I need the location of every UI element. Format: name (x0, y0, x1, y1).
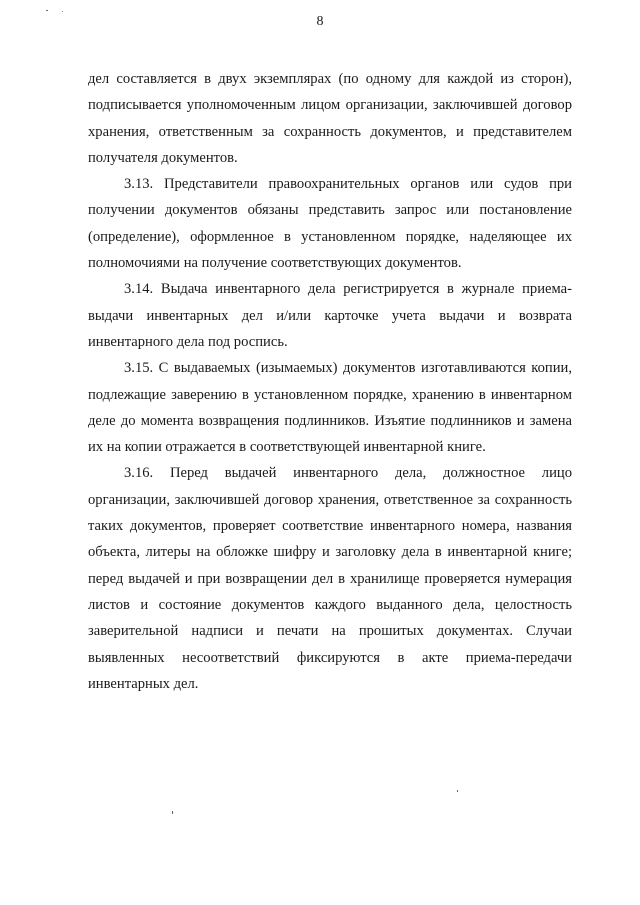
document-body (88, 66, 572, 697)
scan-speck (62, 11, 63, 12)
scan-speck (172, 811, 173, 814)
scan-speck (46, 10, 48, 11)
paragraph-3-14: 3.14. Выдача инвентарного дела регистрируется в журнале приема-выдачи инвентарных дел и/или карточке учета выдачи и возврата инвентарного дела под роспись. (88, 281, 572, 350)
scan-speck (457, 790, 458, 792)
paragraph-continuation: дел составляется в двух экземплярах (по одному для каждой из сторон), подписывается уполномоченным лицом организации, заключившей договор хранения, ответственным за сохранность документов, и представителем получателя документов. (88, 71, 572, 166)
page-number: 8 (316, 14, 324, 29)
paragraph-3-16: 3.16. Перед выдачей инвентарного дела, должностное лицо организации, заключившей договор хранения, ответственное за сохранность таких документов, проверяет соответствие инвентарного номера, названия объекта, литеры на обложке шифру и заголовку дела в инвентарной книге; перед выдачей и при возвращении дел в хранилище проверяется нумерация листов и состояние документов каждого выданного дела, целостность заверительной надписи и печати на прошитых документах. Случаи выявленных несоответствий фиксируются в акте приема-передачи инвентарных дел. (88, 465, 572, 692)
paragraph-3-15: 3.15. С выдаваемых (изымаемых) документов изготавливаются копии, подлежащие заверению в установленном порядке, хранению в инвентарном деле до момента возвращения подлинников. Изъятие подлинников и замена их на копии отражается в соответствующей инвентарной книге. (88, 360, 572, 456)
paragraph-3-13: 3.13. Представители правоохранительных органов или судов при получении документов обязаны представить запрос или постановление (определение), оформленное в установленном порядке, наделяющее их полномочиями на получение соответствующих документов. (88, 176, 572, 272)
